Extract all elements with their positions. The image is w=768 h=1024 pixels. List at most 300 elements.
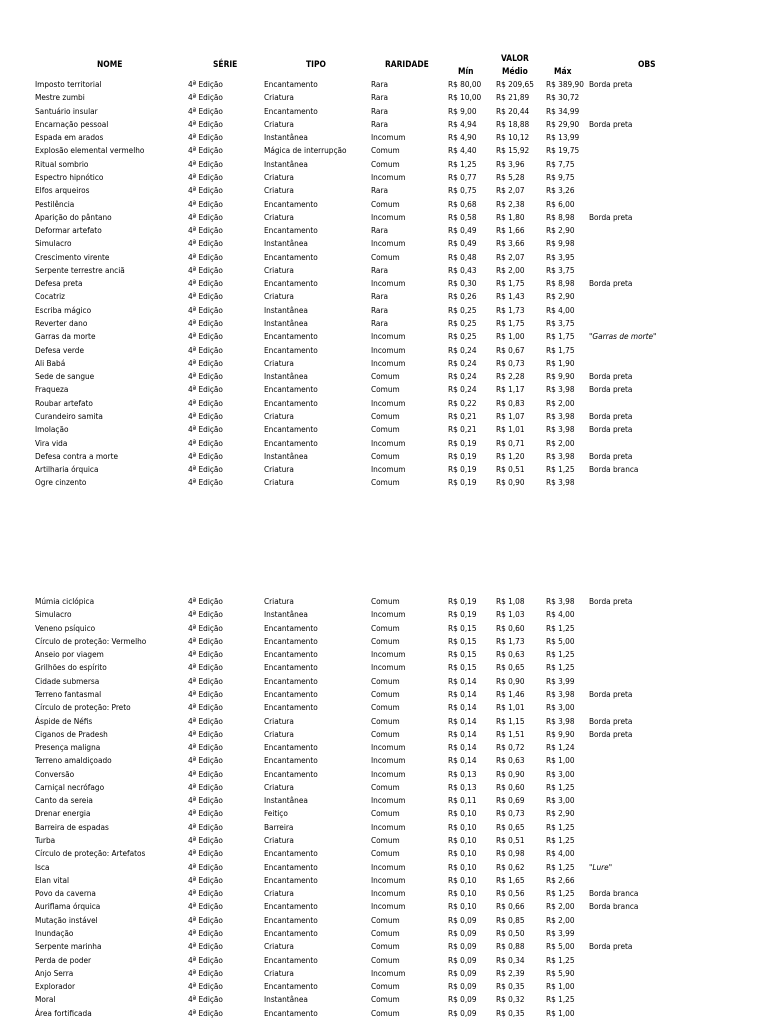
series: 4ª Edição <box>188 967 223 978</box>
table-row <box>0 715 768 728</box>
price-min: R$ 0,09 <box>448 967 477 978</box>
type: Criatura <box>264 728 294 739</box>
price-max: R$ 2,90 <box>546 225 575 236</box>
price-max: R$ 3,26 <box>546 185 575 196</box>
price-avg: R$ 1,20 <box>496 450 525 461</box>
rarity: Rara <box>371 304 388 315</box>
table-row <box>0 251 768 264</box>
type: Encantamento <box>264 622 318 633</box>
table-row <box>0 450 768 463</box>
card-name: Carniçal necrófago <box>35 781 105 792</box>
price-max: R$ 13,99 <box>546 132 580 143</box>
card-name: Moral <box>35 994 56 1005</box>
card-name: Conversão <box>35 768 75 779</box>
price-max: R$ 9,90 <box>546 371 575 382</box>
price-max: R$ 3,98 <box>546 596 575 606</box>
rarity: Rara <box>371 118 388 129</box>
price-avg: R$ 15,92 <box>496 145 530 156</box>
price-max: R$ 29,90 <box>546 118 580 129</box>
price-avg: R$ 0,83 <box>496 397 525 408</box>
table-row <box>0 144 768 157</box>
rarity: Incomum <box>371 238 406 249</box>
notes: Borda branca <box>589 901 639 912</box>
type: Encantamento <box>264 79 318 89</box>
table-row <box>0 728 768 741</box>
series: 4ª Edição <box>188 662 223 673</box>
header-tipo: TIPO <box>306 59 326 69</box>
card-name: Ritual sombrio <box>35 158 89 169</box>
series: 4ª Edição <box>188 675 223 686</box>
rarity: Incomum <box>371 344 406 355</box>
type: Encantamento <box>264 914 318 925</box>
price-avg: R$ 18,88 <box>496 118 530 129</box>
notes: Borda preta <box>589 278 633 289</box>
rarity: Incomum <box>371 609 406 620</box>
price-min: R$ 0,10 <box>448 848 477 859</box>
rarity: Incomum <box>371 357 406 368</box>
rarity: Comum <box>371 928 400 938</box>
card-name: Elfos arqueiros <box>35 185 90 196</box>
table-row <box>0 423 768 436</box>
card-name: Espada em arados <box>35 132 104 143</box>
series: 4ª Edição <box>188 357 223 368</box>
card-name: Presença maligna <box>35 742 101 753</box>
rarity: Comum <box>371 941 400 952</box>
rarity: Comum <box>371 688 400 699</box>
price-max: R$ 1,25 <box>546 994 575 1005</box>
rarity: Rara <box>371 105 388 116</box>
type: Encantamento <box>264 848 318 859</box>
series: 4ª Edição <box>188 742 223 753</box>
rarity: Incomum <box>371 171 406 182</box>
price-avg: R$ 1,65 <box>496 874 525 885</box>
price-min: R$ 0,09 <box>448 954 477 965</box>
price-min: R$ 0,09 <box>448 928 477 938</box>
price-avg: R$ 0,98 <box>496 848 525 859</box>
type: Feitiço <box>264 808 288 819</box>
table-row <box>0 834 768 847</box>
price-min: R$ 0,49 <box>448 238 477 249</box>
table-row <box>0 940 768 953</box>
price-min: R$ 4,94 <box>448 118 477 129</box>
price-avg: R$ 21,89 <box>496 92 530 103</box>
price-avg: R$ 0,56 <box>496 888 525 899</box>
series: 4ª Edição <box>188 901 223 912</box>
price-max: R$ 34,99 <box>546 105 580 116</box>
rarity: Comum <box>371 145 400 156</box>
price-avg: R$ 1,07 <box>496 411 525 421</box>
price-avg: R$ 1,08 <box>496 596 525 606</box>
rarity: Incomum <box>371 397 406 408</box>
price-avg: R$ 0,65 <box>496 821 525 832</box>
table-row <box>0 954 768 967</box>
type: Instantânea <box>264 158 308 169</box>
card-name: Crescimento virente <box>35 251 110 262</box>
price-max: R$ 8,98 <box>546 211 575 222</box>
table-row <box>0 648 768 661</box>
header-min: Mín <box>458 66 474 76</box>
price-max: R$ 8,98 <box>546 278 575 289</box>
price-max: R$ 3,98 <box>546 477 575 488</box>
series: 4ª Edição <box>188 238 223 249</box>
header-medio: Médio <box>502 66 528 76</box>
series: 4ª Edição <box>188 411 223 421</box>
table-row <box>0 78 768 91</box>
price-min: R$ 80,00 <box>448 79 482 89</box>
rarity: Incomum <box>371 132 406 143</box>
table-row <box>0 768 768 781</box>
series: 4ª Edição <box>188 371 223 382</box>
series: 4ª Edição <box>188 198 223 209</box>
price-avg: R$ 0,60 <box>496 781 525 792</box>
price-min: R$ 1,25 <box>448 158 477 169</box>
series: 4ª Edição <box>188 941 223 952</box>
price-min: R$ 0,19 <box>448 450 477 461</box>
table-row <box>0 980 768 993</box>
price-avg: R$ 0,63 <box>496 649 525 660</box>
series: 4ª Edição <box>188 251 223 262</box>
price-min: R$ 0,13 <box>448 768 477 779</box>
series: 4ª Edição <box>188 888 223 899</box>
price-min: R$ 0,10 <box>448 861 477 872</box>
type: Encantamento <box>264 1007 318 1018</box>
rarity: Incomum <box>371 742 406 753</box>
price-avg: R$ 1,01 <box>496 424 525 435</box>
card-name: Pestilência <box>35 198 75 209</box>
price-min: R$ 0,15 <box>448 635 477 646</box>
rarity: Incomum <box>371 649 406 660</box>
series: 4ª Edição <box>188 291 223 302</box>
table-row <box>0 661 768 674</box>
type: Criatura <box>264 264 294 275</box>
price-max: R$ 5,00 <box>546 941 575 952</box>
card-name: Artilharia órquica <box>35 464 99 475</box>
price-min: R$ 0,19 <box>448 609 477 620</box>
price-avg: R$ 1,15 <box>496 715 525 726</box>
series: 4ª Edição <box>188 384 223 395</box>
table-row <box>0 622 768 635</box>
series: 4ª Edição <box>188 344 223 355</box>
price-min: R$ 0,10 <box>448 901 477 912</box>
table-row <box>0 914 768 927</box>
header-max: Máx <box>554 66 572 76</box>
table-row <box>0 861 768 874</box>
price-min: R$ 0,10 <box>448 808 477 819</box>
type: Encantamento <box>264 251 318 262</box>
table-row <box>0 370 768 383</box>
table-row <box>0 821 768 834</box>
price-avg: R$ 1,46 <box>496 688 525 699</box>
rarity: Incomum <box>371 821 406 832</box>
price-min: R$ 0,19 <box>448 437 477 448</box>
price-avg: R$ 1,03 <box>496 609 525 620</box>
series: 4ª Edição <box>188 477 223 488</box>
price-avg: R$ 0,34 <box>496 954 525 965</box>
price-max: R$ 2,90 <box>546 291 575 302</box>
card-name: Grilhões do espírito <box>35 662 107 673</box>
type: Encantamento <box>264 344 318 355</box>
type: Barreira <box>264 821 294 832</box>
price-max: R$ 9,75 <box>546 171 575 182</box>
type: Criatura <box>264 596 294 606</box>
table-row <box>0 330 768 343</box>
series: 4ª Edição <box>188 145 223 156</box>
table-row <box>0 967 768 980</box>
price-min: R$ 0,26 <box>448 291 477 302</box>
card-name: Aparição do pântano <box>35 211 112 222</box>
series: 4ª Edição <box>188 848 223 859</box>
table-row <box>0 344 768 357</box>
rarity: Incomum <box>371 278 406 289</box>
type: Criatura <box>264 185 294 196</box>
price-max: R$ 7,75 <box>546 158 575 169</box>
price-min: R$ 9,00 <box>448 105 477 116</box>
price-max: R$ 3,98 <box>546 688 575 699</box>
notes: Borda preta <box>589 596 633 606</box>
rarity: Comum <box>371 808 400 819</box>
rarity: Comum <box>371 715 400 726</box>
card-name: Escriba mágico <box>35 304 92 315</box>
card-name: Múmia ciclópica <box>35 596 95 606</box>
type: Mágica de interrupção <box>264 145 347 156</box>
notes: Borda preta <box>589 384 633 395</box>
price-min: R$ 0,10 <box>448 821 477 832</box>
type: Criatura <box>264 171 294 182</box>
card-name: Serpente terrestre anciã <box>35 264 125 275</box>
series: 4ª Edição <box>188 211 223 222</box>
type: Criatura <box>264 715 294 726</box>
card-name: Isca <box>35 861 50 872</box>
type: Encantamento <box>264 901 318 912</box>
card-name: Santuário insular <box>35 105 98 116</box>
header-raridade: RARIDADE <box>385 59 429 69</box>
price-avg: R$ 0,90 <box>496 768 525 779</box>
table-row <box>0 807 768 820</box>
table-row <box>0 91 768 104</box>
rarity: Comum <box>371 596 400 606</box>
price-avg: R$ 1,43 <box>496 291 525 302</box>
table-row <box>0 277 768 290</box>
price-avg: R$ 20,44 <box>496 105 530 116</box>
price-avg: R$ 0,50 <box>496 928 525 938</box>
rarity: Incomum <box>371 662 406 673</box>
card-name: Reverter dano <box>35 318 88 329</box>
table-row <box>0 198 768 211</box>
price-avg: R$ 2,07 <box>496 185 525 196</box>
price-min: R$ 0,48 <box>448 251 477 262</box>
rarity: Rara <box>371 264 388 275</box>
price-min: R$ 0,09 <box>448 941 477 952</box>
price-max: R$ 3,95 <box>546 251 575 262</box>
table-row <box>0 105 768 118</box>
series: 4ª Edição <box>188 755 223 766</box>
type: Encantamento <box>264 225 318 236</box>
rarity: Comum <box>371 635 400 646</box>
table-row <box>0 675 768 688</box>
price-min: R$ 0,14 <box>448 728 477 739</box>
table-row <box>0 304 768 317</box>
type: Encantamento <box>264 278 318 289</box>
price-min: R$ 0,19 <box>448 464 477 475</box>
series: 4ª Edição <box>188 781 223 792</box>
rarity: Incomum <box>371 211 406 222</box>
rarity: Comum <box>371 251 400 262</box>
type: Criatura <box>264 888 294 899</box>
price-min: R$ 0,77 <box>448 171 477 182</box>
series: 4ª Edição <box>188 808 223 819</box>
type: Criatura <box>264 411 294 421</box>
type: Instantânea <box>264 238 308 249</box>
price-avg: R$ 1,00 <box>496 331 525 342</box>
card-name: Imposto territorial <box>35 79 102 89</box>
price-min: R$ 0,19 <box>448 477 477 488</box>
rarity: Comum <box>371 424 400 435</box>
rarity: Incomum <box>371 874 406 885</box>
price-max: R$ 30,72 <box>546 92 580 103</box>
card-name: Drenar energia <box>35 808 91 819</box>
card-name: Círculo de proteção: Artefatos <box>35 848 146 859</box>
price-avg: R$ 1,17 <box>496 384 525 395</box>
type: Encantamento <box>264 105 318 116</box>
price-min: R$ 10,00 <box>448 92 482 103</box>
table-row <box>0 476 768 489</box>
price-max: R$ 1,25 <box>546 821 575 832</box>
price-min: R$ 4,40 <box>448 145 477 156</box>
price-avg: R$ 0,32 <box>496 994 525 1005</box>
table-row <box>0 131 768 144</box>
price-min: R$ 0,21 <box>448 411 477 421</box>
price-max: R$ 19,75 <box>546 145 580 156</box>
notes: Borda preta <box>589 118 633 129</box>
type: Encantamento <box>264 662 318 673</box>
type: Instantânea <box>264 304 308 315</box>
card-name: Simulacro <box>35 238 72 249</box>
price-max: R$ 2,66 <box>546 874 575 885</box>
card-name: Perda de poder <box>35 954 92 965</box>
price-min: R$ 0,09 <box>448 1007 477 1018</box>
type: Encantamento <box>264 331 318 342</box>
table-row <box>0 410 768 423</box>
rarity: Comum <box>371 702 400 713</box>
series: 4ª Edição <box>188 795 223 806</box>
price-max: R$ 1,00 <box>546 755 575 766</box>
price-max: R$ 1,25 <box>546 649 575 660</box>
type: Instantânea <box>264 795 308 806</box>
notes: Borda preta <box>589 211 633 222</box>
type: Instantânea <box>264 609 308 620</box>
price-min: R$ 0,14 <box>448 755 477 766</box>
price-min: R$ 0,09 <box>448 981 477 992</box>
type: Encantamento <box>264 742 318 753</box>
price-max: R$ 3,00 <box>546 702 575 713</box>
type: Encantamento <box>264 702 318 713</box>
price-max: R$ 5,00 <box>546 635 575 646</box>
price-max: R$ 1,25 <box>546 888 575 899</box>
price-max: R$ 1,90 <box>546 357 575 368</box>
card-name: Sede de sangue <box>35 371 95 382</box>
card-name: Espectro hipnótico <box>35 171 104 182</box>
series: 4ª Edição <box>188 79 223 89</box>
type: Instantânea <box>264 371 308 382</box>
type: Encantamento <box>264 397 318 408</box>
price-min: R$ 0,24 <box>448 357 477 368</box>
price-min: R$ 0,30 <box>448 278 477 289</box>
price-max: R$ 1,75 <box>546 331 575 342</box>
series: 4ª Edição <box>188 331 223 342</box>
series: 4ª Edição <box>188 861 223 872</box>
price-avg: R$ 0,65 <box>496 662 525 673</box>
series: 4ª Edição <box>188 92 223 103</box>
rarity: Comum <box>371 781 400 792</box>
series: 4ª Edição <box>188 318 223 329</box>
card-name: Áspide de Néfis <box>35 715 93 726</box>
header-serie: SÉRIE <box>213 59 238 69</box>
price-avg: R$ 0,35 <box>496 981 525 992</box>
price-max: R$ 4,00 <box>546 848 575 859</box>
card-name: Cidade submersa <box>35 675 100 686</box>
price-min: R$ 0,25 <box>448 304 477 315</box>
price-min: R$ 0,22 <box>448 397 477 408</box>
price-max: R$ 3,98 <box>546 424 575 435</box>
rarity: Comum <box>371 158 400 169</box>
price-min: R$ 0,10 <box>448 835 477 846</box>
series: 4ª Edição <box>188 397 223 408</box>
rarity: Comum <box>371 914 400 925</box>
price-avg: R$ 1,73 <box>496 635 525 646</box>
price-avg: R$ 3,96 <box>496 158 525 169</box>
type: Encantamento <box>264 384 318 395</box>
table-row <box>0 437 768 450</box>
series: 4ª Edição <box>188 874 223 885</box>
price-avg: R$ 0,62 <box>496 861 525 872</box>
table-row <box>0 397 768 410</box>
notes: Borda branca <box>589 464 639 475</box>
series: 4ª Edição <box>188 635 223 646</box>
series: 4ª Edição <box>188 954 223 965</box>
card-name: Mutação instável <box>35 914 98 925</box>
type: Encantamento <box>264 688 318 699</box>
series: 4ª Edição <box>188 450 223 461</box>
price-min: R$ 0,10 <box>448 874 477 885</box>
rarity: Incomum <box>371 901 406 912</box>
table-row <box>0 317 768 330</box>
table-row <box>0 927 768 940</box>
rarity: Incomum <box>371 861 406 872</box>
price-min: R$ 0,24 <box>448 344 477 355</box>
type: Criatura <box>264 92 294 103</box>
price-max: R$ 9,90 <box>546 728 575 739</box>
card-name: Área fortificada <box>35 1007 92 1018</box>
price-min: R$ 0,15 <box>448 662 477 673</box>
notes: Borda preta <box>589 728 633 739</box>
type: Encantamento <box>264 635 318 646</box>
price-avg: R$ 2,39 <box>496 967 525 978</box>
type: Instantânea <box>264 318 308 329</box>
type: Criatura <box>264 967 294 978</box>
card-name: Imolação <box>35 424 69 435</box>
price-min: R$ 0,75 <box>448 185 477 196</box>
notes: Borda preta <box>589 715 633 726</box>
rarity: Comum <box>371 1007 400 1018</box>
price-max: R$ 2,90 <box>546 808 575 819</box>
price-avg: R$ 0,51 <box>496 835 525 846</box>
price-min: R$ 0,15 <box>448 649 477 660</box>
rarity: Comum <box>371 198 400 209</box>
price-avg: R$ 0,51 <box>496 464 525 475</box>
series: 4ª Edição <box>188 609 223 620</box>
table-row <box>0 211 768 224</box>
type: Criatura <box>264 357 294 368</box>
